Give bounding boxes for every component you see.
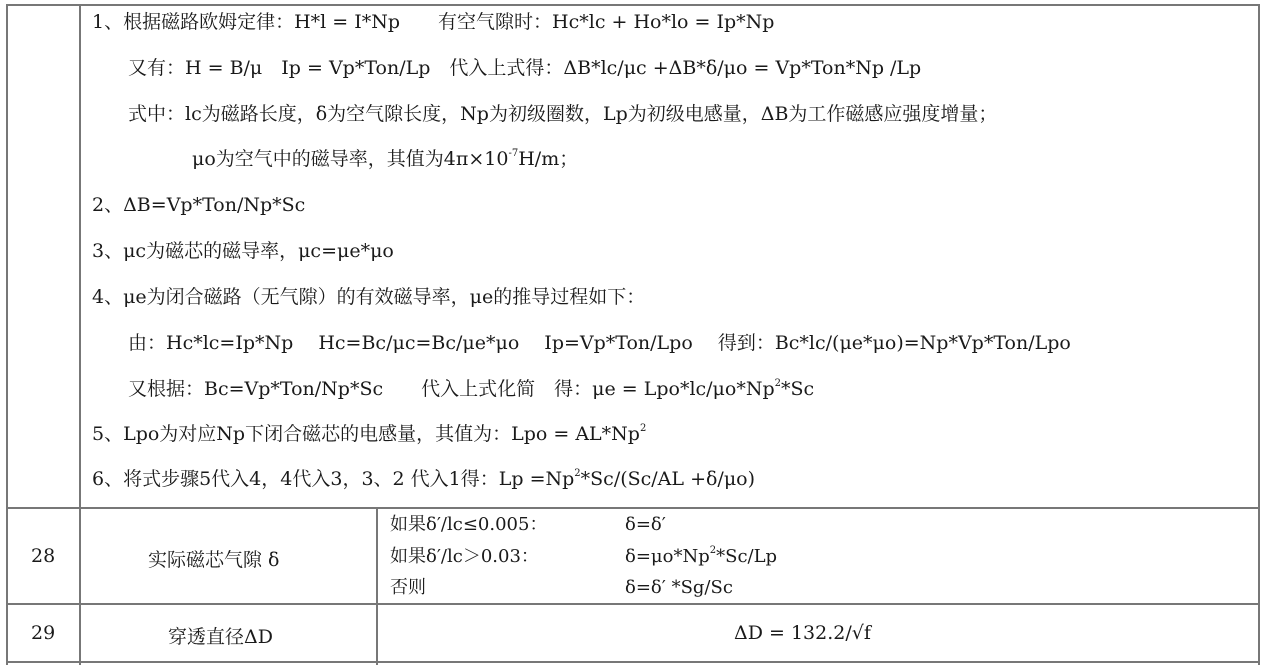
condition-result-tail: *Sc/Lp <box>716 546 778 567</box>
exponent: 2 <box>709 545 717 556</box>
table-border-right <box>1258 4 1260 665</box>
exponent: 2 <box>774 377 782 389</box>
derivation-line-11-text: 6、将式步骤5代入4，4代入3，3、2 代入1得：Lp =Np <box>92 468 575 490</box>
derivation-line-9-text: 又根据：Bc=Vp*Ton/Np*Sc 代入上式化简 得：μe = Lpo*lc/μo*Np <box>128 378 775 400</box>
condition-text: 如果δ′/lc≤0.005： <box>390 514 548 535</box>
row-label: 实际磁芯气隙 δ <box>148 549 280 571</box>
row-number: 29 <box>31 622 56 644</box>
column-divider <box>376 507 378 665</box>
derivation-line-11-tail: *Sc/(Sc/AL +δ/μo) <box>580 468 756 490</box>
condition-result: δ=δ′ *Sg/Sc <box>625 577 733 598</box>
derivation-line-9-tail: *Sc <box>781 378 815 400</box>
table-border-top <box>6 4 1260 6</box>
row-divider <box>6 603 1260 605</box>
derivation-line-10 <box>92 423 646 445</box>
derivation-line-4-unit: H/m； <box>518 148 579 170</box>
derivation-line-8: 由：Hc*lc=Ip*Np Hc=Bc/μc=Bc/μe*μo Ip=Vp*Ton/Lpo 得到：Bc*lc/(μe*μo)=Np*Vp*Ton/Lpo <box>128 332 1071 354</box>
row-divider <box>6 507 1260 509</box>
condition-result: δ=δ′ <box>625 514 666 535</box>
penetration-formula: ΔD = 132.2/√f <box>734 622 871 644</box>
exponent: 2 <box>574 467 581 479</box>
derivation-line-10-text: 5、Lpo为对应Np下闭合磁芯的电感量，其值为：Lpo = AL*Np <box>92 423 640 445</box>
derivation-line-11 <box>92 468 755 490</box>
gap-condition-line <box>390 514 666 536</box>
derivation-line-6: 3、μc为磁芯的磁导率，μc=μe*μo <box>92 240 394 262</box>
exponent: -7 <box>508 147 519 159</box>
gap-condition-line <box>390 577 733 599</box>
exponent: 2 <box>639 422 647 434</box>
column-divider <box>79 4 81 665</box>
row-label: 穿透直径ΔD <box>168 626 273 648</box>
condition-text: 否则 <box>390 577 426 598</box>
derivation-line-1: 1、根据磁路欧姆定律：H*l = I*Np 有空气隙时：Hc*lc + Ho*lo = Ip*Np <box>92 11 775 33</box>
condition-result <box>625 546 777 568</box>
derivation-line-7: 4、μe为闭合磁路（无气隙）的有效磁导率，μe的推导过程如下： <box>92 286 646 308</box>
row-divider <box>6 661 1260 663</box>
derivation-line-4 <box>192 148 578 170</box>
derivation-line-5: 2、ΔB=Vp*Ton/Np*Sc <box>92 194 306 216</box>
condition-text: 如果δ′/lc＞0.03： <box>390 546 539 567</box>
derivation-line-4-text: μo为空气中的磁导率，其值为4π×10 <box>192 148 509 170</box>
table-border-left <box>6 4 8 665</box>
derivation-line-2: 又有：H = B/μ Ip = Vp*Ton/Lp 代入上式得：ΔB*lc/μc +ΔB*δ/μo = Vp*Ton*Np /Lp <box>128 57 922 79</box>
derivation-line-9 <box>128 378 814 400</box>
condition-result-text: δ=μo*Np <box>625 546 710 567</box>
row-number: 28 <box>31 545 56 567</box>
derivation-line-3: 式中：lc为磁路长度，δ为空气隙长度，Np为初级圈数，Lp为初级电感量，ΔB为工作磁感应强度增量； <box>128 103 998 125</box>
